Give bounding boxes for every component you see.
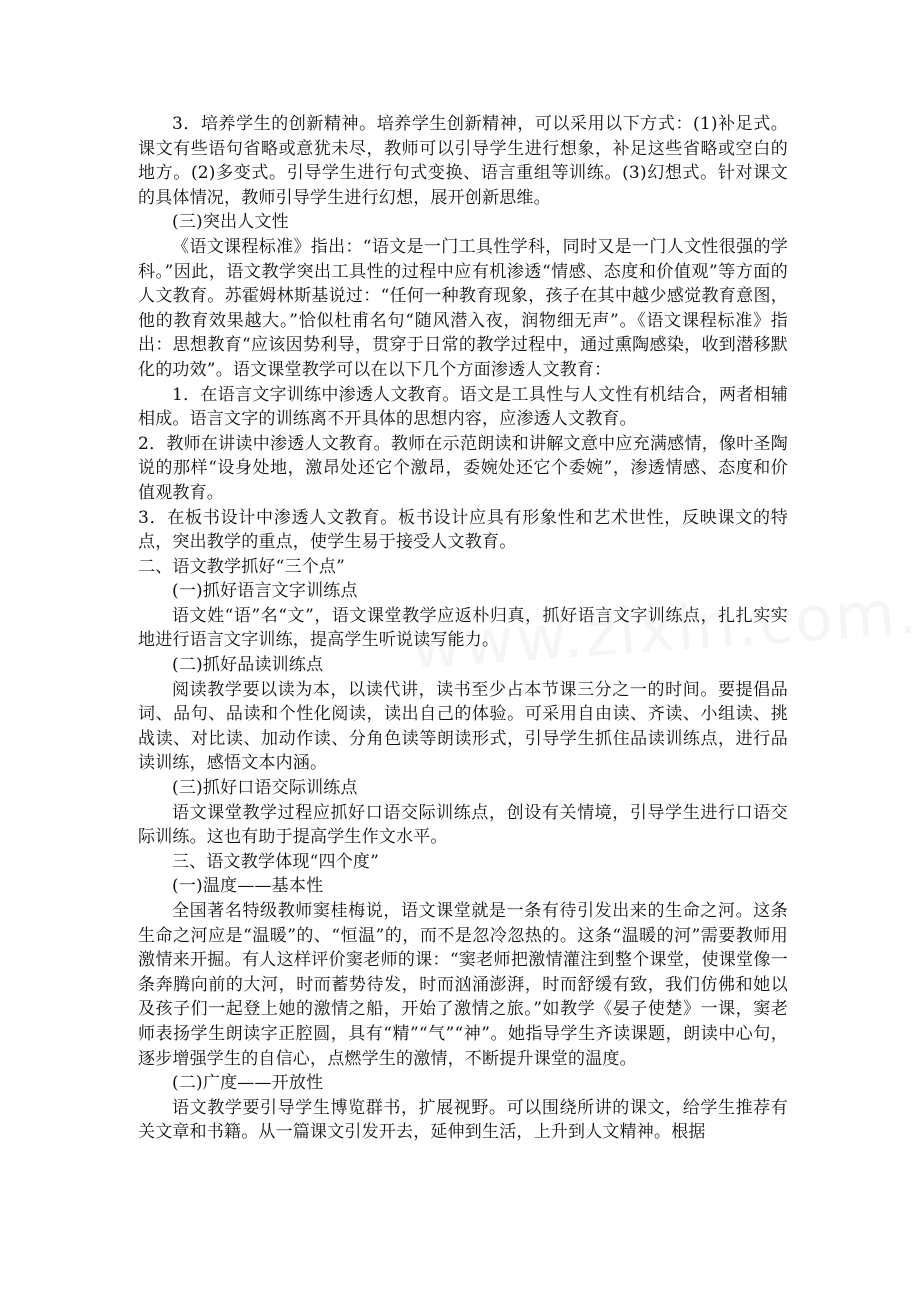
paragraph: 《语文课程标准》指出：“语文是一门工具性学科，同时又是一门人文性很强的学科。”因此，语文教学突出工具性的过程中应有机渗透“情感、态度和价值观”等方面的人文教育。苏霍姆林斯基说过：“任何一种教育现象，孩子在其中越少感觉教育意图，他的教育效果越大。”恰似杜甫名句“随风潜入夜，润物细无声”。《语文课程标准》指出：思想教育“应该因势利导，贯穿于日常的教学过程中，通过熏陶感染，收到潜移默化的功效”。语文课堂教学可以在以下几个方面渗透人文教育： xyxy=(138,236,788,380)
paragraph: 1．在语言文字训练中渗透人文教育。语文是工具性与人文性有机结合，两者相辅相成。语言文字的训练离不开具体的思想内容，应渗透人文教育。 xyxy=(138,384,788,430)
paragraph: (一)温度——基本性 xyxy=(172,876,324,897)
paragraph: 全国著名特级教师窦桂梅说，语文课堂就是一条有待引发出来的生命之河。这条生命之河应是“温暖”的、“恒温”的，而不是忽冷忽热的。这条“温暖的河”需要教师用激情来开掘。有人这样评价窦老师的课：“窦老师把激情灌注到整个课堂，使课堂像一条奔腾向前的大河，时而蓄势待发，时而汹涌澎湃，时而舒缓有致，我们仿佛和她以及孩子们一起登上她的激情之船，开始了激情之旅。”如教学《晏子使楚》一课，窦老师表扬学生朗读字正腔圆，具有“精”“气”“神”。她指导学生齐读课题，朗读中心句，逐步增强学生的自信心，点燃学生的激情，不断提升课堂的温度。 xyxy=(138,901,788,1069)
paragraph: (三)突出人文性 xyxy=(172,212,289,233)
paragraph: 2．教师在讲读中渗透人文教育。教师在示范朗读和讲解文意中应充满感情，像叶圣陶说的那样“设身处地，激昂处还它个激昂，委婉处还它个委婉”，渗透情感、态度和价值观教育。 xyxy=(138,433,788,503)
paragraph: 3．培养学生的创新精神。培养学生创新精神，可以采用以下方式：(1)补足式。课文有些语句省略或意犹未尽，教师可以引导学生进行想象，补足这些省略或空白的地方。(2)多变式。引导学生进行句式变换、语言重组等训练。(3)幻想式。针对课文的具体情况，教师引导学生进行幻想，展开创新思维。 xyxy=(138,114,788,208)
paragraph: 3．在板书设计中渗透人文教育。板书设计应具有形象性和艺术世性，反映课文的特点，突出教学的重点，使学生易于接受人文教育。 xyxy=(138,507,788,553)
paragraph: 二、语文教学抓好“三个点” xyxy=(138,556,345,577)
paragraph: 语文课堂教学过程应抓好口语交际训练点，创设有关情境，引导学生进行口语交际训练。这也有助于提高学生作文水平。 xyxy=(138,802,788,848)
paragraph: (二)抓好品读训练点 xyxy=(172,655,324,676)
paragraph: (三)抓好口语交际训练点 xyxy=(172,778,358,799)
paragraph: 语文姓“语”名“文”，语文课堂教学应返朴归真，抓好语言文字训练点，扎扎实实地进行语言文字训练，提高学生听说读写能力。 xyxy=(138,605,788,651)
document-body xyxy=(138,112,788,1145)
paragraph: (一)抓好语言文字训练点 xyxy=(172,581,358,602)
paragraph: 语文教学要引导学生博览群书，扩展视野。可以围绕所讲的课文，给学生推荐有关文章和书籍。从一篇课文引发开去，延伸到生活，上升到人文精神。根据 xyxy=(138,1097,788,1143)
paragraph: 阅读教学要以读为本，以读代讲，读书至少占本节课三分之一的时间。要提倡品词、品句、品读和个性化阅读，读出自己的体验。可采用自由读、齐读、小组读、挑战读、对比读、加动作读、分角色读等朗读形式，引导学生抓住品读训练点，进行品读训练，感悟文本内涵。 xyxy=(138,679,788,774)
paragraph: (二)广度——开放性 xyxy=(172,1073,324,1094)
paragraph: 三、语文教学体现“四个度” xyxy=(172,851,379,872)
